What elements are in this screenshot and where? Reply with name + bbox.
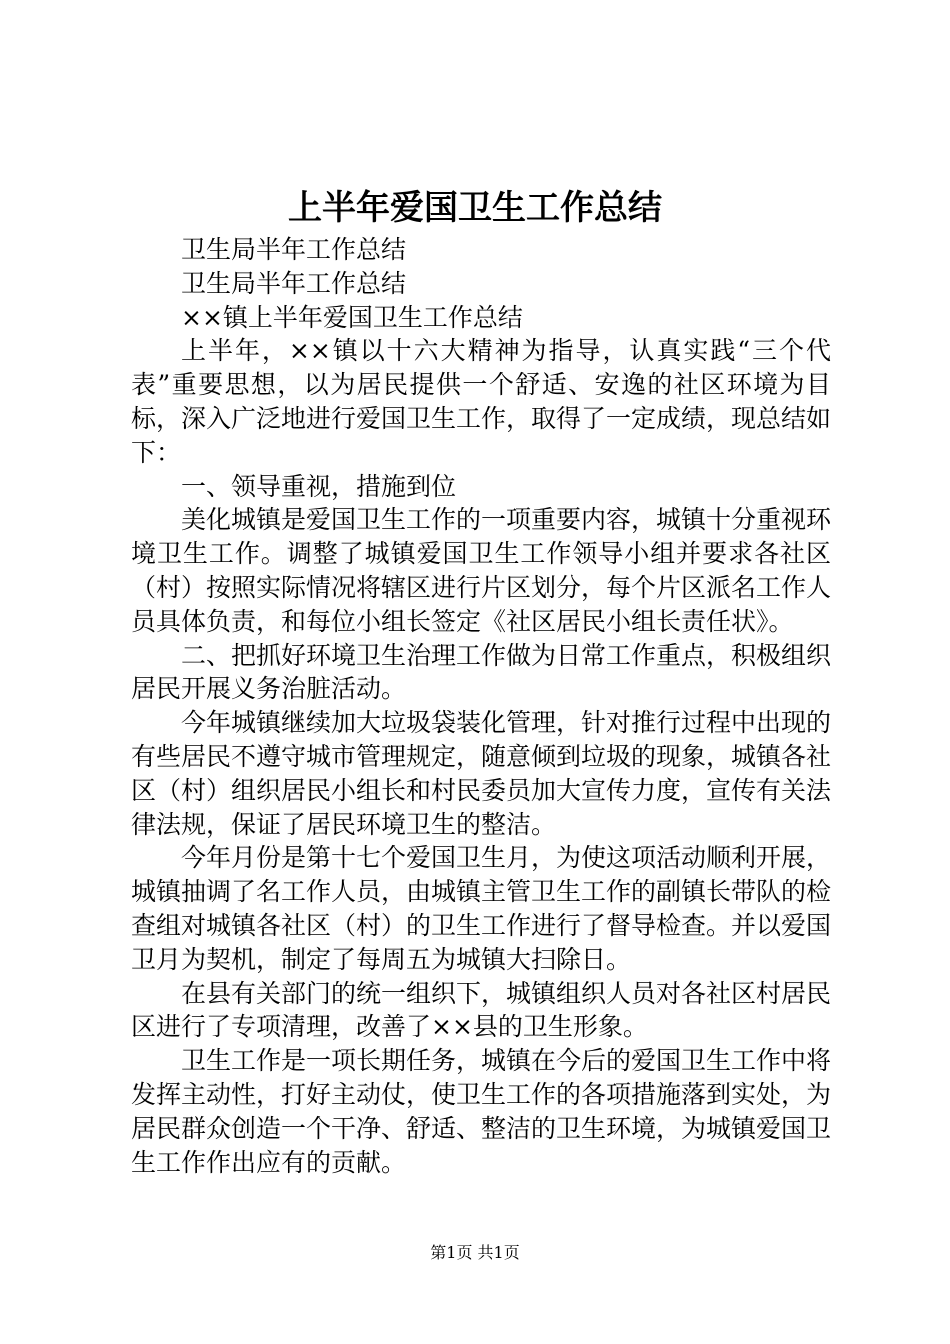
page-footer: 第1页 共1页 [430,1243,520,1262]
document-title: 上半年爱国卫生工作总结 [288,188,662,228]
paragraph-cleanup: 在县有关部门的统一组织下，城镇组织人员对各社区村居民区进行了专项清理，改善了××县的卫生形象。 [131,978,832,1042]
section-heading-2: 二、把抓好环境卫生治理工作做为日常工作重点，积极组织居民开展义务治脏活动。 [131,640,832,704]
paragraph-conclusion: 卫生工作是一项长期任务，城镇在今后的爱国卫生工作中将发挥主动性，打好主动仗，使卫生工作的各项措施落到实处，为居民群众创造一个干净、舒适、整洁的卫生环境，为城镇爱国卫生工作作出应有的贡献。 [131,1046,832,1177]
paragraph-intro: 上半年，××镇以十六大精神为指导，认真实践“三个代表”重要思想，以为居民提供一个舒适、安逸的社区环境为目标，深入广泛地进行爱国卫生工作，取得了一定成绩，现总结如下： [131,336,832,467]
paragraph-subtitle-3: ××镇上半年爱国卫生工作总结 [181,302,523,332]
paragraph-subtitle-1: 卫生局半年工作总结 [181,235,407,264]
document-body [131,233,831,1179]
section-heading-1: 一、领导重视，措施到位 [181,471,457,501]
paragraph-health-month: 今年月份是第十七个爱国卫生月，为使这项活动顺利开展，城镇抽调了名工作人员，由城镇主管卫生工作的副镇长带队的检查组对城镇各社区（村）的卫生工作进行了督导检查。并以爱国卫月为契机，制定了每周五为城镇大扫除日。 [131,843,832,974]
paragraph-section-1: 美化城镇是爱国卫生工作的一项重要内容，城镇十分重视环境卫生工作。调整了城镇爱国卫生工作领导小组并要求各社区（村）按照实际情况将辖区进行片区划分，每个片区派名工作人员具体负责，和每位小组长签定《社区居民小组长责任状》。 [131,505,832,636]
paragraph-garbage-management: 今年城镇继续加大垃圾袋装化管理，针对推行过程中出现的有些居民不遵守城市管理规定，随意倾到垃圾的现象，城镇各社区（村）组织居民小组长和村民委员加大宣传力度，宣传有关法律法规，保证了居民环境卫生的整洁。 [131,708,832,839]
paragraph-subtitle-2: 卫生局半年工作总结 [181,268,407,298]
